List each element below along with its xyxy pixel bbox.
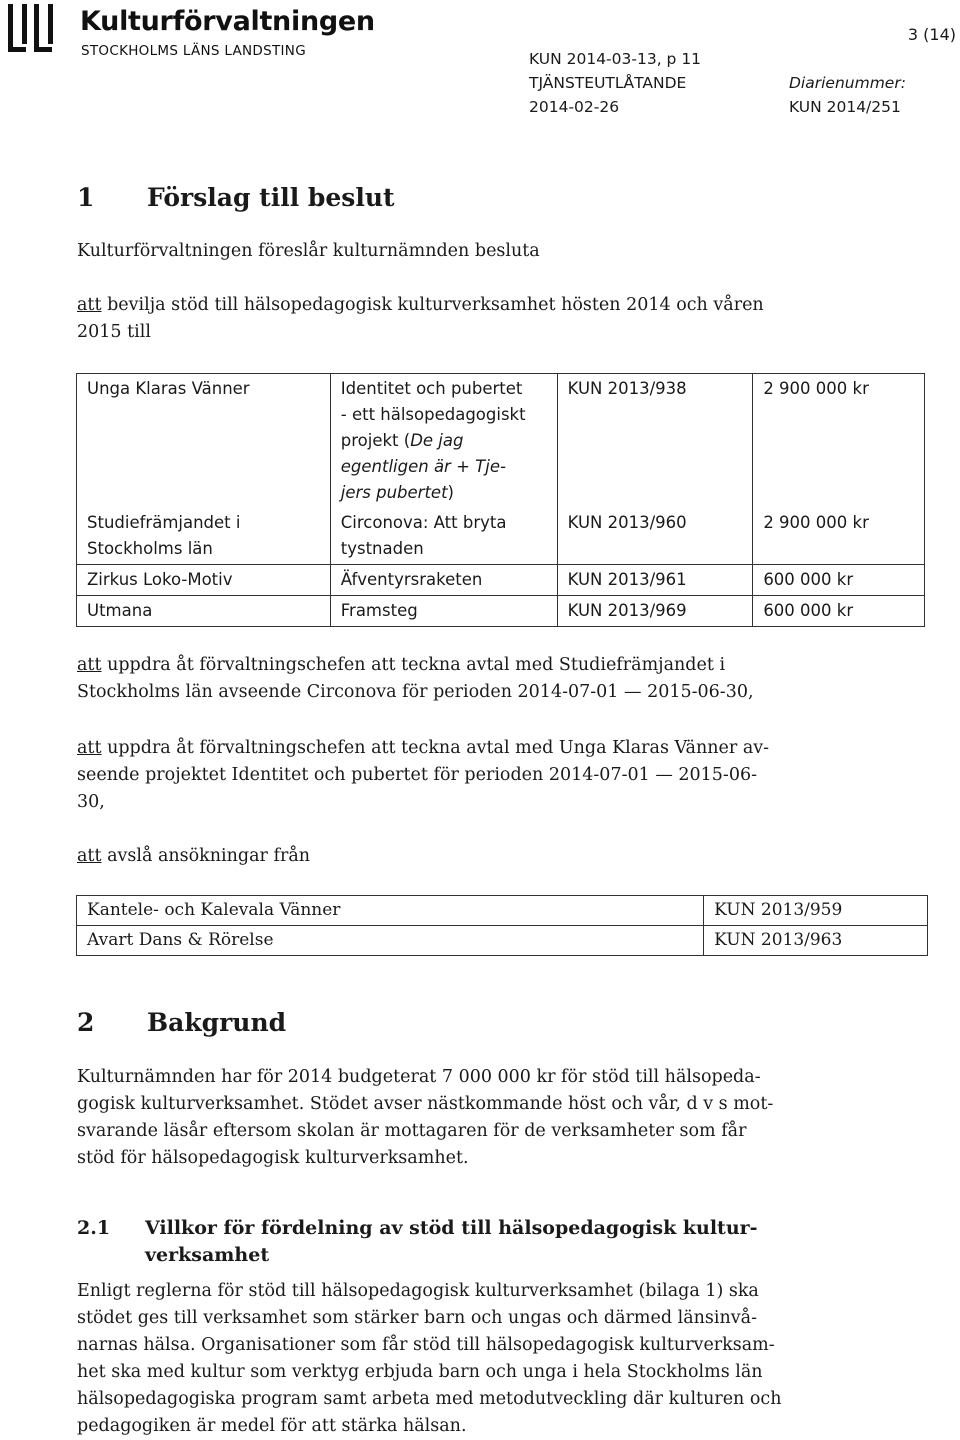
table-cell-org: Utmana [77,596,331,627]
meeting-reference: KUN 2014-03-13, p 11 [529,50,702,68]
cell-text: Circonova: Att bryta [340,513,507,532]
cell-text: Studiefrämjandet i [87,513,241,532]
table-cell-org: Avart Dans & Rörelse [77,926,704,956]
paragraph-line: gogisk kulturverksamhet. Stödet avser nästkommande höst och vår, d v s mot- [77,1094,774,1114]
table-row [77,596,925,627]
table-row [77,926,928,956]
logo-mark-icon [4,4,74,56]
paragraph-line: stöd för hälsopedagogisk kulturverksamhet. [77,1148,469,1168]
table-cell-amount [753,508,925,565]
table-cell-org [77,374,331,509]
decision-text: avslå ansökningar från [101,846,311,866]
table-cell-amount: 600 000 kr [753,565,925,596]
att-keyword: att [77,738,102,758]
table-cell-case [557,508,753,565]
diarie-label: Diarienummer: [789,74,906,92]
paragraph-line: Kulturnämnden har för 2014 budgeterat 7 000 000 kr för stöd till hälsopeda- [77,1067,761,1087]
cell-text: De jag [410,431,464,450]
paragraph-line: hälsopedagogiska program samt arbeta med metodutveckling där kulturen och [77,1389,782,1409]
table-row [77,896,928,926]
decision-text: 2015 till [77,322,151,342]
diarie-number: KUN 2014/251 [789,98,901,116]
table-cell-project [330,374,557,509]
cell-text: egentligen är + Tje- [340,457,506,476]
section-number: 2.1 [77,1217,111,1239]
table-cell-case: KUN 2013/969 [557,596,753,627]
document-type: TJÄNSTEUTLÅTANDE [529,74,687,92]
cell-text: Identitet och pubertet [340,379,523,398]
att-keyword: att [77,846,102,866]
paragraph-line: svarande läsår eftersom skolan är mottagaren för de verksamheter som får [77,1121,747,1141]
table-cell-case: KUN 2013/963 [704,926,928,956]
rejected-table [76,895,928,956]
document-meta [529,47,906,119]
paragraph-line: pedagogiken är medel för att stärka hälsan. [77,1416,467,1436]
grants-table [76,373,925,627]
decision-2 [77,652,837,706]
cell-text: Unga Klaras Vänner [87,379,250,398]
org-subtitle: STOCKHOLMS LÄNS LANDSTING [81,43,306,59]
decision-text: bevilja stöd till hälsopedagogisk kulturverksamhet hösten 2014 och våren [101,295,764,315]
paragraph-line: het ska med kultur som verktyg erbjuda barn och unga i hela Stockholms län [77,1362,763,1382]
cell-text: projekt ( [340,431,411,450]
table-cell-project: Framsteg [330,596,557,627]
section-number: 2 [77,1008,95,1037]
cell-text: ) [447,483,454,502]
paragraph-line: stödet ges till verksamhet som stärker barn och ungas och därmed länsinvå- [77,1308,758,1328]
table-cell-org: Kantele- och Kalevala Vänner [77,896,704,926]
decision-3 [77,735,837,816]
table-cell-amount [753,374,925,509]
table-row [77,374,925,509]
table-cell-case [557,374,753,509]
paragraph-line: Enligt reglerna för stöd till hälsopedagogisk kulturverksamhet (bilaga 1) ska [77,1281,759,1301]
paragraph-line: narnas hälsa. Organisationer som får stöd till hälsopedagogisk kulturverksam- [77,1335,775,1355]
cell-text: KUN 2013/960 [567,513,687,532]
table-cell-amount: 600 000 kr [753,596,925,627]
decision-text: 30, [77,792,105,812]
cell-text: jers pubertet [340,483,448,502]
decision-text: seende projektet Identitet och pubertet för perioden 2014-07-01 — 2015-06- [77,765,758,785]
table-cell-org: Zirkus Loko-Motiv [77,565,331,596]
table-row [77,565,925,596]
table-cell-project [330,508,557,565]
decision-text: uppdra åt förvaltningschefen att teckna avtal med Unga Klaras Vänner av- [101,738,770,758]
cell-text: tystnaden [340,539,424,558]
table-cell-org [77,508,331,565]
section-title [145,1215,825,1269]
section-2-heading [77,1008,286,1037]
decision-text: uppdra åt förvaltningschefen att teckna avtal med Studiefrämjandet i [101,655,726,675]
section-title: Bakgrund [147,1008,287,1037]
cell-text: Stockholms län [87,539,213,558]
cell-text: KUN 2013/938 [567,379,687,398]
table-cell-project: Äfventyrsraketen [330,565,557,596]
decision-text: Stockholms län avseende Circonova för perioden 2014-07-01 — 2015-06-30, [77,682,754,702]
title-line: Villkor för fördelning av stöd till hälsopedagogisk kultur- [145,1217,758,1239]
org-name: Kulturförvaltningen [80,6,375,37]
table-cell-case: KUN 2013/959 [704,896,928,926]
conditions-paragraph [77,1278,837,1440]
title-line: verksamhet [145,1244,270,1266]
section-number: 1 [77,183,95,212]
cell-text: 2 900 000 kr [763,513,869,532]
decision-1 [77,292,837,346]
document-date: 2014-02-26 [529,98,620,116]
table-row [77,508,925,565]
decision-4 [77,843,837,870]
att-keyword: att [77,655,102,675]
att-keyword: att [77,295,102,315]
section-2-1-heading [77,1215,825,1269]
background-paragraph [77,1064,837,1172]
cell-text: 2 900 000 kr [763,379,869,398]
table-cell-case: KUN 2013/961 [557,565,753,596]
page-number: 3 (14) [907,25,956,44]
section-title: Förslag till beslut [147,183,395,212]
section-1-heading [77,183,395,212]
intro-text [77,238,837,265]
cell-text: - ett hälsopedagogiskt [340,405,526,424]
intro-line: Kulturförvaltningen föreslår kulturnämnden besluta [77,241,540,261]
